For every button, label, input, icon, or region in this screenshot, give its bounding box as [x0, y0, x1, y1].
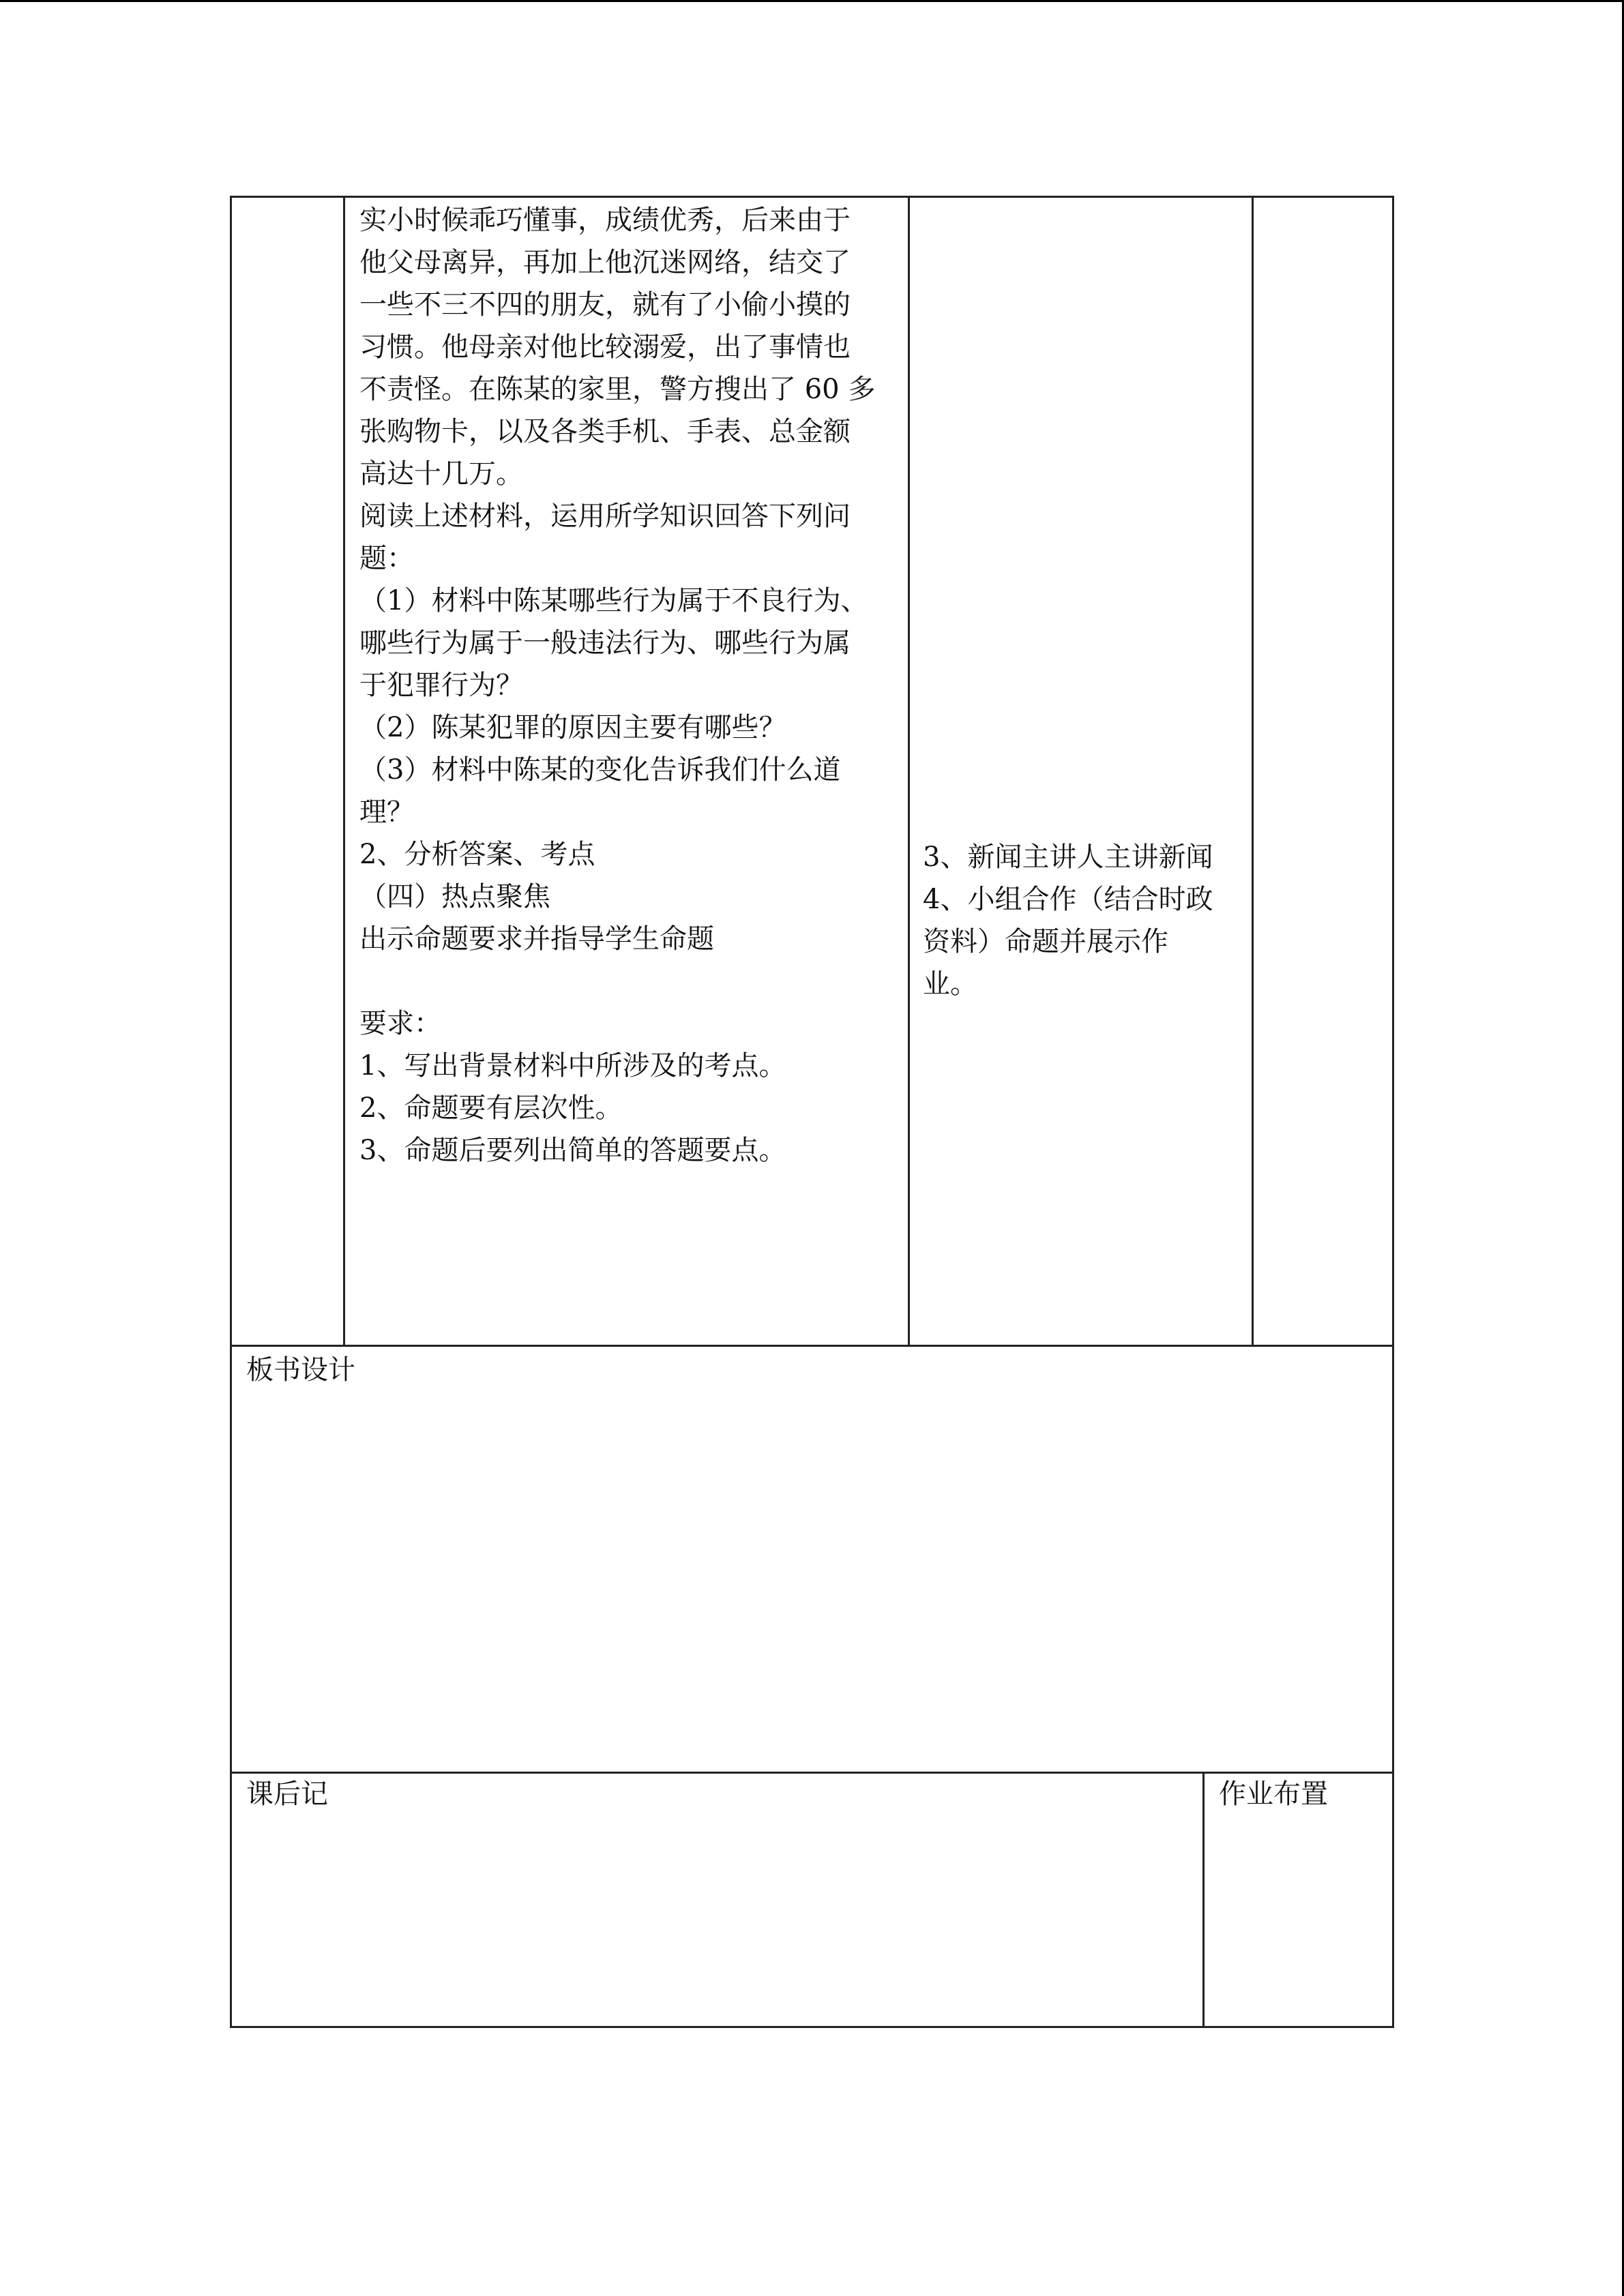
text-line: 资料）命题并展示作 [923, 926, 1168, 957]
student-activity-cell [923, 836, 1250, 1005]
homework-divider [1202, 1772, 1205, 2028]
board-design-label: 板书设计 [246, 1354, 355, 1386]
text-line: （1）材料中陈某哪些行为属于不良行为、 [359, 585, 868, 616]
column-divider-1 [343, 196, 345, 1347]
text-line [359, 960, 905, 1002]
text-line: （四）热点聚焦 [359, 881, 550, 912]
text-line: 不责怪。在陈某的家里，警方搜出了 60 多 [359, 374, 876, 405]
text-line: 哪些行为属于一般违法行为、哪些行为属 [359, 627, 851, 659]
text-line: 他父母离异，再加上他沉迷网络，结交了 [359, 247, 851, 278]
text-line: 一些不三不四的朋友，就有了小偷小摸的 [359, 289, 851, 320]
text-line: 要求： [359, 1008, 441, 1039]
homework-label: 作业布置 [1219, 1778, 1328, 1810]
text-line: 1、写出背景材料中所涉及的考点。 [359, 1050, 786, 1082]
after-class-notes-label: 课后记 [246, 1778, 328, 1810]
text-line: （2）陈某犯罪的原因主要有哪些？ [359, 712, 786, 743]
text-line: 高达十几万。 [359, 458, 523, 490]
column-divider-2 [908, 196, 910, 1347]
text-line: （3）材料中陈某的变化告诉我们什么道 [359, 754, 841, 786]
text-line: 张购物卡，以及各类手机、手表、总金额 [359, 416, 851, 447]
teaching-content-cell [359, 199, 905, 1172]
student-activity-text [923, 836, 1250, 1005]
text-line: 2、命题要有层次性。 [359, 1092, 623, 1124]
table-row-divider-1 [230, 1345, 1394, 1347]
text-line: 理？ [359, 796, 414, 828]
table-left-border [230, 196, 232, 2028]
text-line: 2、分析答案、考点 [359, 839, 595, 870]
teaching-content-text [359, 199, 905, 1172]
column-divider-3 [1252, 196, 1254, 1347]
text-line: 出示命题要求并指导学生命题 [359, 923, 714, 955]
text-line: 阅读上述材料，运用所学知识回答下列问 [359, 501, 851, 532]
text-line: 3、命题后要列出简单的答题要点。 [359, 1135, 786, 1166]
text-line: 题： [359, 543, 414, 574]
text-line: 于犯罪行为？ [359, 670, 523, 701]
table-top-border [230, 196, 1394, 198]
text-line: 习惯。他母亲对他比较溺爱，出了事情也 [359, 331, 851, 363]
text-line: 3、新闻主讲人主讲新闻 [923, 841, 1213, 873]
table-bottom-border [230, 2026, 1394, 2028]
text-line: 4、小组合作（结合时政 [923, 884, 1213, 915]
text-line: 业。 [923, 968, 977, 1000]
text-line: 实小时候乖巧懂事，成绩优秀，后来由于 [359, 205, 851, 236]
table-right-border [1392, 196, 1394, 2028]
page-top-border [0, 0, 1624, 2]
